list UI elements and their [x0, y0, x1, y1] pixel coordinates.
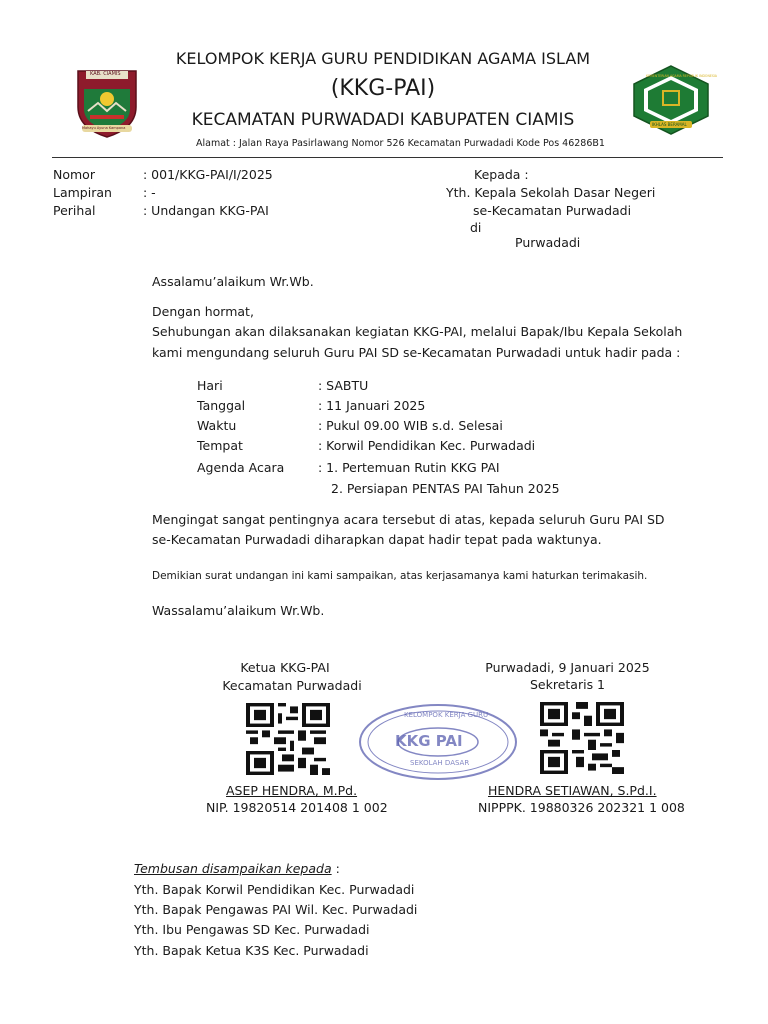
org-address: Alamat : Jalan Raya Pasirlawang Nomor 526 Kecamatan Purwadadi Kode Pos 46286B1: [196, 138, 605, 149]
detail-agenda-value: : 1. Pertemuan Rutin KKG PAI: [318, 460, 500, 475]
detail-tempat-value: : Korwil Pendidikan Kec. Purwadadi: [318, 438, 536, 453]
detail-tempat-label: Tempat: [197, 438, 243, 453]
kemenag-logo-label: KEMENTERIAN AGAMA REPUBLIK INDONESIA: [646, 74, 717, 78]
org-name-line2: (KKG-PAI): [330, 76, 436, 101]
perihal-value: : Undangan KKG-PAI: [143, 203, 269, 218]
kemenag-logo-banner: IKHLAS BERAMAL: [652, 122, 687, 127]
cc-item: Yth. Ibu Pengawas SD Kec. Purwadadi: [134, 922, 370, 937]
left-qr-code-icon: [246, 703, 330, 775]
left-signer-nip: NIP. 19820514 201408 1 002: [206, 800, 388, 815]
paragraph2-line1: Mengingat sangat pentingnya acara tersebut di atas, kepada seluruh Guru PAI SD: [152, 512, 665, 527]
detail-tanggal-value: : 11 Januari 2025: [318, 398, 426, 413]
recipient-line2: se-Kecamatan Purwadadi: [473, 203, 632, 218]
stamp-center-text: KKG PAI: [395, 732, 463, 750]
perihal-label: Perihal: [53, 203, 96, 218]
stamp-ring-bottom: SEKOLAH DASAR: [410, 759, 470, 767]
nomor-value: : 001/KKG-PAI/I/2025: [143, 167, 273, 182]
detail-agenda-label: Agenda Acara: [197, 460, 285, 475]
detail-waktu-label: Waktu: [197, 418, 237, 433]
paragraph2-line2: se-Kecamatan Purwadadi diharapkan dapat hadir tepat pada waktunya.: [152, 532, 602, 547]
closing-sentence: Demikian surat undangan ini kami sampaikan, atas kerjasamanya kami haturkan terimakasih.: [152, 570, 648, 582]
ciamis-logo-motto: Mahayu Ayuna Kampana: [82, 126, 126, 130]
wassalam: Wassalamu’alaikum Wr.Wb.: [152, 603, 325, 618]
right-signer-nip: NIPPPK. 19880326 202321 1 008: [478, 800, 685, 815]
salutation: Dengan hormat,: [152, 304, 254, 319]
recipient-line1: Yth. Kepala Sekolah Dasar Negeri: [446, 185, 656, 200]
cc-item: Yth. Bapak Ketua K3S Kec. Purwadadi: [134, 943, 369, 958]
cc-item: Yth. Bapak Korwil Pendidikan Kec. Purwadadi: [134, 882, 415, 897]
detail-hari-label: Hari: [197, 378, 223, 393]
header-divider: [52, 157, 723, 158]
paragraph1-line2: kami mengundang seluruh Guru PAI SD se-Kecamatan Purwadadi untuk hadir pada :: [152, 345, 681, 360]
greeting: Assalamu’alaikum Wr.Wb.: [152, 274, 314, 289]
nomor-label: Nomor: [53, 167, 95, 182]
left-signer-name: ASEP HENDRA, M.Pd.: [226, 783, 358, 798]
cc-title-row: [134, 861, 340, 876]
stamp-ring-top: KELOMPOK KERJA GURU: [404, 711, 489, 719]
right-signer-title: Sekretaris 1: [529, 677, 606, 692]
right-signer-name: HENDRA SETIAWAN, S.Pd.I.: [488, 783, 657, 798]
detail-waktu-value: : Pukul 09.00 WIB s.d. Selesai: [318, 418, 503, 433]
ciamis-logo-label: KAB. CIAMIS: [90, 71, 121, 77]
detail-agenda-item2: 2. Persiapan PENTAS PAI Tahun 2025: [331, 481, 560, 496]
paragraph1-line1: Sehubungan akan dilaksanakan kegiatan KKG-PAI, melalui Bapak/Ibu Kepala Sekolah: [152, 324, 683, 339]
recipient-line4: Purwadadi: [515, 235, 581, 250]
recipient-line3: di: [470, 220, 482, 235]
cc-colon: :: [331, 861, 340, 876]
left-signer-title2: Kecamatan Purwadadi: [222, 678, 362, 693]
lampiran-label: Lampiran: [53, 185, 112, 200]
cc-item: Yth. Bapak Pengawas PAI Wil. Kec. Purwadadi: [134, 902, 418, 917]
detail-tanggal-label: Tanggal: [197, 398, 246, 413]
org-name-line1: KELOMPOK KERJA GURU PENDIDIKAN AGAMA ISLAM: [175, 49, 591, 68]
right-signer-date: Purwadadi, 9 Januari 2025: [485, 660, 650, 675]
left-signer-title1: Ketua KKG-PAI: [240, 660, 330, 675]
right-qr-code-icon: [540, 702, 624, 774]
org-name-line3: KECAMATAN PURWADADI KABUPATEN CIAMIS: [191, 110, 575, 130]
recipient-kepada: Kepada :: [474, 167, 529, 182]
detail-hari-value: : SABTU: [318, 378, 369, 393]
cc-title: Tembusan disampaikan kepada: [134, 861, 332, 876]
lampiran-value: : -: [143, 185, 156, 200]
